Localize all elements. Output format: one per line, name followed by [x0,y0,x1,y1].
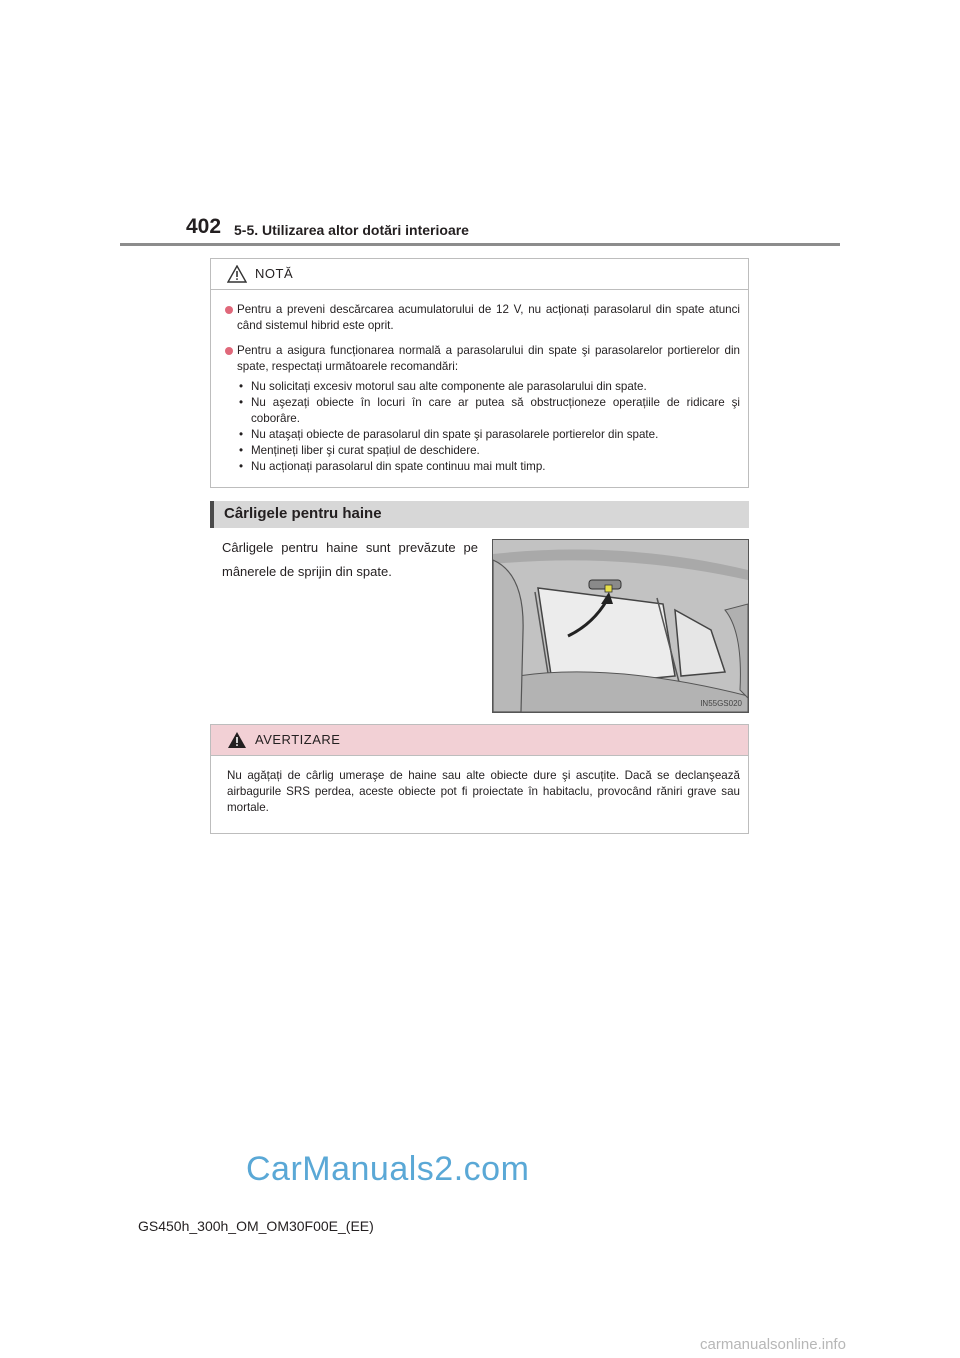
nota-header [211,259,748,290]
warning-text: Nu agățați de cârlig umeraşe de haine sau alte obiecte dure şi ascuțite. Dacă se declanşează airbagurile SRS perdea, aceste obiecte pot fi proiectate în habitaclu, provocând răniri grave sau mortale. [227,769,740,814]
car-interior-drawing [493,540,748,712]
nota-item [225,302,740,334]
nota-sub-item: • Nu solicitați excesiv motorul sau alte componente ale parasolarului din spate. [237,379,740,395]
nota-item-text: Pentru a preveni descărcarea acumulatorului de 12 V, nu acționați parasolarul din spate atunci când sistemul hibrid este oprit. [237,303,740,332]
nota-item-text: Pentru a asigura funcționarea normală a parasolarului din spate şi parasolarelor portierelor din spate, respectați următoarele recomandări: [237,344,740,373]
section-title: 5-5. Utilizarea altor dotări interioare [234,222,469,238]
bullet-dot-icon [225,306,233,314]
warning-triangle-icon [227,731,247,749]
watermark-carmanuals2: CarManuals2.com [246,1150,530,1188]
page-number: 402 [186,215,222,238]
section-bar-accent [210,501,214,528]
nota-label: NOTĂ [255,266,294,281]
hooks-section-bar [210,501,749,528]
nota-sub-item: • Nu aşezați obiecte în locuri în care ar putea să obstrucționeze operațiile de ridicare şi coborâre. [237,395,740,427]
footer-document-code: GS450h_300h_OM_OM30F00E_(EE) [138,1218,374,1234]
nota-sub-item: • Nu ataşați obiecte de parasolarul din spate şi parasolarele portierelor din spate. [237,427,740,443]
header-rule [120,243,840,246]
caution-triangle-icon [227,265,247,283]
nota-sub-item: • Nu acționați parasolarul din spate continuu mai mult timp. [237,459,740,475]
bullet-dot-icon [225,347,233,355]
illustration-code: IN55GS020 [700,699,742,708]
nota-sub-list [237,379,740,475]
nota-box [210,258,749,488]
nota-item [225,343,740,475]
coat-hook-illustration [492,539,749,713]
warning-label: AVERTIZARE [255,732,341,747]
hooks-section-title: Cârligele pentru haine [224,505,382,522]
warning-box [210,724,749,834]
watermark-carmanualsonline: carmanualsonline.info [700,1336,846,1353]
hooks-description: Cârligele pentru haine sunt prevăzute pe mânerele de sprijin din spate. [222,540,478,579]
warning-header [211,725,748,756]
nota-body [211,290,748,475]
nota-sub-item: • Mențineți liber şi curat spațiul de deschidere. [237,443,740,459]
